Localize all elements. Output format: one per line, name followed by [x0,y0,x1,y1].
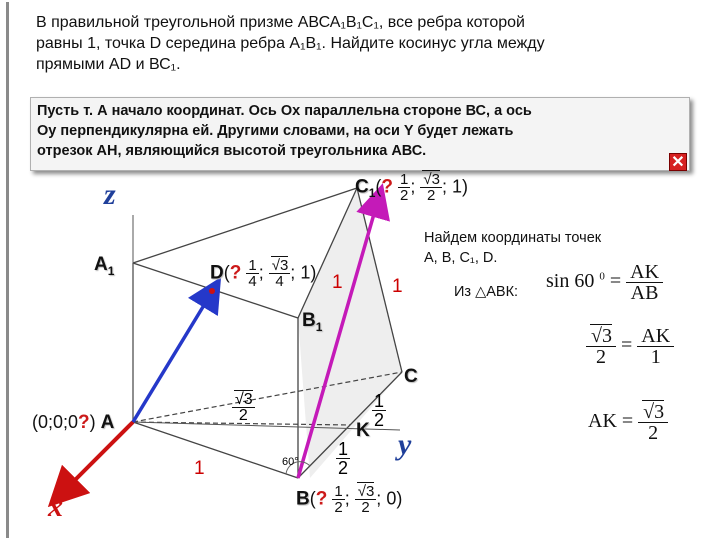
vector-ad [133,292,212,422]
label-b1: $B_1$ [302,310,323,334]
problem-line-1: В правильной треугольной призме АВСА₁В₁С₁, все ребра которой [36,14,525,31]
hint-line-1: Пусть т. А начало координат. Ось Ох параллельна стороне ВС, а ось [37,103,532,119]
edge-a-b [133,422,298,478]
edge-length-cc1: 1 [392,276,403,297]
label-c: C [404,366,418,387]
half-bk-label: $\frac{1}{2}$ [374,391,385,430]
a-coordinates: (0;0;0?) A [32,412,115,433]
angle-60-label: 60° [282,456,299,468]
edge-length-b1c1: 1 [332,272,343,293]
label-k: K [356,420,370,441]
x-axis-label: x [48,490,63,523]
d-coordinates: D(? $\frac{1}{4}$ ; √ $\frac{3}{4}$ ; 1) [210,258,316,289]
y-axis-label: y [398,428,412,461]
problem-line-2: равны 1, точка D середина ребра А₁В₁. Найдите косинус угла между [36,35,545,52]
edge-a1-c1 [133,188,357,263]
triangle-icon: △ [475,284,487,300]
formula-ak: AK = √ $\frac{3}{2}$ [588,402,668,443]
note-from-triangle: Из △АВК: [454,284,519,300]
problem-line-3: прямыми АD и ВС₁. [36,56,181,73]
hint-line-2: Оу перпендикулярна ей. Другими словами, на оси Y будет лежать [37,123,514,139]
close-icon: ✕ [671,154,685,171]
formula-sin60: sin 60 $^0$ = $\frac{AK}{AB}$ [546,262,663,303]
half-kc-label: $\frac{1}{2}$ [338,439,349,478]
ak-length-label: √ $\frac{3}{2}$ [232,392,255,423]
c1-coordinates: $C_1$(? $\frac{1}{2}$ ; √ $\frac{3}{2}$ ; 1) [355,172,468,203]
formula-ratio: √ $\frac{3}{2}$ = $\frac{AK}{1}$ [586,326,674,367]
label-a1: $A_1$ [94,254,115,278]
hint-line-3: отрезок АН, являющийся высотой треугольника АВС. [37,143,427,159]
edge-length-ab: 1 [194,458,205,479]
note-find-coordinates: Найдем координаты точек А, В, С₁, D. [424,230,602,266]
b-coordinates: B(? $\frac{1}{2}$ ; √ $\frac{3}{2}$ ; 0) [296,484,402,515]
z-axis-label: z [104,178,116,211]
